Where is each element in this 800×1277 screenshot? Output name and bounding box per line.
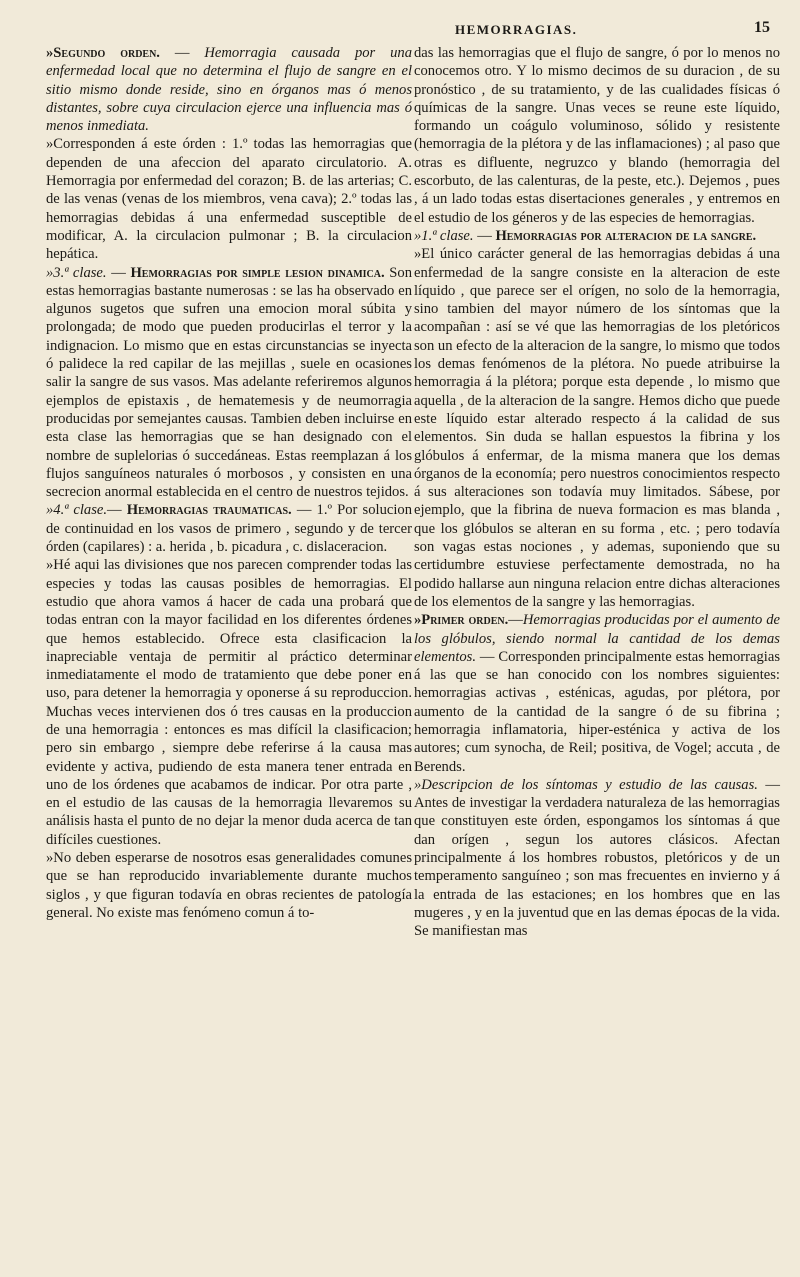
class-title: Hemorragias traumaticas.	[126, 502, 292, 519]
class-text: Son estas hemorragias bastante numerosas : se las ha observado en algunos sugetos que sufren una emocion moral súbita y prolongada; de modo que pueden producirlas el terror y la indignacion. Lo mismo que en estas circunstancias se inyecta ó palidece la red capilar de las mejillas , suele en ocasiones salir la sangre de sus vasos. Mas adelante referiremos algunos ejemplos de epistaxis , de hematemesis y de neumorragia producidas por semejantes causas. Tambien deben incluirse en esta clase las hemorragias que se han designado con el nombre de suplelorias ó succedáneas. Estas reemplazan á los flujos sanguíneos naturales ó morbosos , y consisten en una secrecion anormal establecida en el centro de nuestros tejidos.	[46, 264, 412, 501]
section-text: Corresponden principalmente estas hemorragias á las que se han conocido con los nombres siguientes: hemorragias activas , esténicas, agudas, por plétora, por aumento de la cantidad de la sangre ó de su fibrina ; hemorragia inflamatoria, hiper-esténica y activa de los autores; cum synocha, de Reil; positiva, de Vogel; accuta , de Berends.	[414, 648, 780, 775]
section-lead: »Primer orden.	[414, 612, 509, 629]
paragraph: »Segundo orden. — Hemorragia causada por una enfermedad local que no determina el flujo de sangre en el sitio mismo donde reside, sino en órganos mas ó menos distantes, sobre cuya circulacion ejerce una influencia mas ó menos inmediata.	[46, 45, 413, 135]
paragraph: »El único carácter general de las hemorragias debidas á una enfermedad de la sangre consiste en la alteracion de este líquido , que parece ser el orígen, no solo de la hemorragia, sino tambien del mayor número de los síntomas que la acompañan : así se vé que las hemorragias de los pletóricos son un efecto de la alteracion de la sangre, lo mismo que todos los demas fenómenos de la plétora. No puede atribuirse la hemorragia á la plétora; porque esta depende , lo mismo que aquella , de la alteracion de la sangre. Hemos dicho que puede este líquido estar alterado respecto á la calidad de sus elementos. Sin duda se hallan espuestos la fibrina y los glóbulos á enfermar, de la misma manera que los demas órganos de la economía; pero nuestros conocimientos respecto á sus alteraciones son todavía muy limitados. Sábese, por ejemplo, que la fibrina de nueva formacion es mas blanda , que los glóbulos se alteran en su forma , etc. ; pero todavía son vagas estas nociones , y ademas, suponiendo que su certidumbre estuviese perfectamente demostrada, no ha podido hallarse aun ninguna relacion entre dichas alteraciones de los elementos de la sangre y las hemorragias.	[414, 246, 780, 610]
paragraph: »Hé aqui las divisiones que nos parecen comprender todas las especies y todas las causas posibles de hemorragias. El estudio que ahora vamos á hacer de cada una probará que todas entran con la mayor facilidad en los diferentes órdenes que hemos establecido. Ofrece esta clasificacion la inapreciable ventaja de permitir al práctico determinar inmediatamente el modo de tratamiento que debe poner en uso, para detener la hemorragia y oponerse á su reproduccion. Muchas veces intervienen dos ó tres causas en la produccion de una hemorragia : entonces es mas difícil la clasificacion; pero sin embargo , siempre debe referirse á la causa mas evidente y activa, pudiendo de esta manera tener entrada en uno de los órdenes que acabamos de indicar. Por otra parte , en el estudio de las causas de la hemorragia llevaremos su análisis hasta el punto de no dejar la menor duda acerca de tan difíciles cuestiones.	[46, 557, 412, 848]
section-lead: »Descripcion de los síntomas y estudio de las causas.	[414, 776, 758, 793]
paragraph: »Primer orden.—Hemorragias producidas por el aumento de los glóbulos, siendo normal la cantidad de los demas elementos. — Corresponden principalmente estas hemorragias á las que se han conocido con los nombres siguientes: hemorragias activas , esténicas, agudas, por plétora, por aumento de la cantidad de la sangre ó de su fibrina ; hemorragia inflamatoria, hiper-esténica y activa de los autores; cum synocha, de Reil; positiva, de Vogel; accuta , de Berends.	[414, 612, 780, 775]
class-text: 1.º Por solucion de continuidad en los vasos de primero , segundo y de tercer órden (capilares) : a. herida , b. picadura , c. dislaceracion.	[46, 502, 412, 556]
section-lead: »Segundo orden.	[46, 45, 160, 61]
page-header	[0, 10, 800, 44]
right-column	[414, 44, 780, 941]
paragraph: »3.ª clase. — Hemorragias por simple lesion dinamica. Son estas hemorragias bastante numerosas : se las ha observado en algunos sugetos que sufren una emocion moral súbita y prolongada; de modo que pueden producirlas el terror y la indignacion. Lo mismo que en estas circunstancias se inyecta ó palidece la red capilar de las mejillas , suele en ocasiones salir la sangre de sus vasos. Mas adelante referiremos algunos ejemplos de epistaxis , de hematemesis y de neumorragia producidas por semejantes causas. Tambien deben incluirse en esta clase las hemorragias que se han designado con el nombre de suplelorias ó succedáneas. Estas reemplazan á los flujos sanguíneos naturales ó morbosos , y consisten en una secrecion anormal establecida en el centro de nuestros tejidos.	[46, 264, 412, 501]
paragraph: das las hemorragias que el flujo de sangre, ó por lo menos no conocemos otro. Y lo mismo decimos de su duracion , de su pronóstico , de su tratamiento, y de las cualidades físicas ó químicas de la sangre. Unas veces se reune este líquido, formando un coágulo voluminoso, sólido y resistente (hemorragia de la plétora y de las inflamaciones) ; al paso que otras es difluente, negruzco y blando (hemorragia del escorbuto, de las calenturas, de la peste, etc.). Dejemos , pues , á un lado todas estas disertaciones generales , y entremos en el estudio de los géneros y de las especies de hemorragias.	[414, 45, 780, 226]
section-title: Hemorragia causada por una enfermedad local que no determina el flujo de sangre en el sitio mismo donde reside, sino en órganos mas ó menos distantes, sobre cuya circulacion ejerce una influencia mas ó menos inmediata.	[46, 45, 413, 135]
paragraph: »No deben esperarse de nosotros esas generalidades comunes que se han reproducido invariablemente durante muchos siglos , y que figuran todavía en obras recientes de patología general. No existe mas fenómeno comun á to-	[46, 850, 412, 921]
section-text: Antes de investigar la verdadera naturaleza de las hemorragias que constituyen este órden, espongamos los síntomas á que dan orígen , segun los autores clásicos. Afectan principalmente á los hombres robustos, pletóricos y de un temperamento sanguíneo ; son mas frecuentes en invierno y á la entrada de las estaciones; en los hombres que en las mugeres , y en la juventud que en las demas épocas de la vida. Se manifiestan mas	[414, 795, 780, 940]
running-head: HEMORRAGIAS.	[455, 22, 578, 37]
paragraph: »Corresponden á este órden : 1.º todas las hemorragias que dependen de una afeccion del aparato circulatorio. A. Hemorragia por enfermedad del corazon; B. de las arterias; C. de las venas (venas de los miembros, vena cava); 2.º todas las hemorragias debidas á una enfermedad susceptible de modificar, A. la circulacion pulmonar ; B. la circulacion hepática.	[46, 136, 412, 263]
page-number: 15	[754, 19, 770, 36]
class-lead: »4.ª clase.	[46, 502, 108, 519]
paragraph: »Descripcion de los síntomas y estudio de las causas. — Antes de investigar la verdadera naturaleza de las hemorragias que constituyen este órden, espongamos los síntomas á que dan orígen , segun los autores clásicos. Afectan principalmente á los hombres robustos, pletóricos y de un temperamento sanguíneo ; son mas frecuentes en invierno y á la entrada de las estaciones; en los hombres que en las mugeres , y en la juventud que en las demas épocas de la vida. Se manifiestan mas	[414, 776, 780, 940]
class-lead: »1.ª clase.	[414, 227, 474, 244]
class-title: Hemorragias por simple lesion dinamica.	[130, 264, 385, 281]
paragraph: »1.ª clase. — Hemorragias por alteracion de la sangre.	[414, 227, 757, 244]
class-lead: »3.ª clase.	[46, 264, 107, 281]
left-column	[46, 44, 412, 922]
section-title: Hemorragias producidas por el aumento de los glóbulos, siendo normal la cantidad de los demas elementos.	[414, 612, 780, 665]
paragraph: »4.ª clase.— Hemorragias traumaticas. — 1.º Por solucion de continuidad en los vasos de primero , segundo y de tercer órden (capilares) : a. herida , b. picadura , c. dislaceracion.	[46, 502, 412, 556]
class-title: Hemorragias por alteracion de la sangre.	[495, 227, 757, 244]
